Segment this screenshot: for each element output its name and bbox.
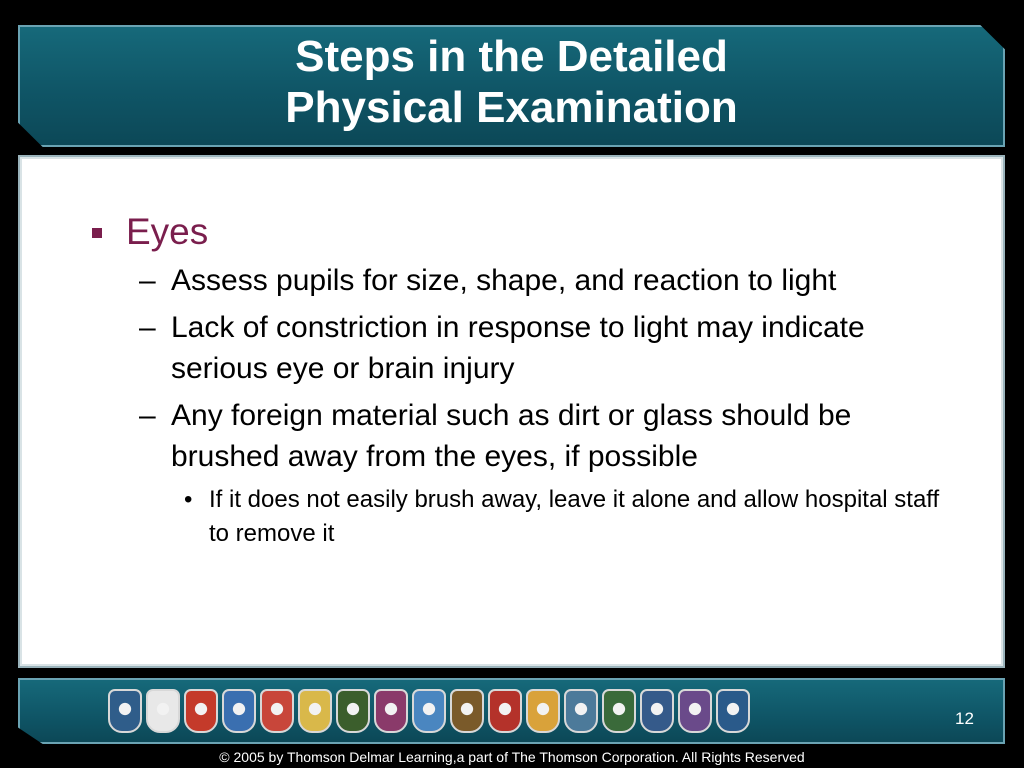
patch-logo-icon	[108, 689, 142, 733]
patch-logo-icon	[716, 689, 750, 733]
sub-sub-point	[84, 483, 964, 551]
dash-icon: –	[139, 399, 156, 432]
sub-point-3	[84, 395, 964, 477]
copyright-notice: © 2005 by Thomson Delmar Learning,a part of The Thomson Corporation. All Rights Reserved	[219, 749, 805, 765]
patch-logo-icon	[412, 689, 446, 733]
title-line-2: Physical Examination	[285, 83, 738, 132]
slide-title	[18, 31, 1005, 133]
patch-logo-icon	[374, 689, 408, 733]
patch-logo-icon	[678, 689, 712, 733]
patch-logo-icon	[640, 689, 674, 733]
sub-point-2-text: Lack of constriction in response to light may indicate serious eye or brain injury	[171, 311, 865, 385]
patch-logo-icon	[184, 689, 218, 733]
sub-sub-point-text: If it does not easily brush away, leave it alone and allow hospital staff to remove it	[209, 486, 940, 547]
sub-point-1-text: Assess pupils for size, shape, and reaction to light	[171, 264, 837, 297]
page-number: 12	[955, 709, 974, 728]
patch-logo-icon	[222, 689, 256, 733]
bullet-eyes	[84, 210, 964, 254]
patch-logo-icon	[602, 689, 636, 733]
sub-point-2	[84, 307, 964, 389]
dash-icon: –	[139, 311, 156, 344]
sub-point-1	[84, 260, 964, 301]
patch-logo-icon	[260, 689, 294, 733]
title-line-1: Steps in the Detailed	[295, 32, 728, 81]
patch-logo-icon	[336, 689, 370, 733]
emergency-patch-logos	[108, 687, 750, 735]
patch-logo-icon	[564, 689, 598, 733]
patch-logo-icon	[298, 689, 332, 733]
heading-text: Eyes	[126, 211, 209, 252]
sub-point-3-text: Any foreign material such as dirt or glass should be brushed away from the eyes, if possible	[171, 399, 852, 473]
slide-content	[84, 210, 964, 551]
patch-logo-icon	[146, 689, 180, 733]
dash-icon: –	[139, 264, 156, 297]
patch-logo-icon	[488, 689, 522, 733]
patch-logo-icon	[526, 689, 560, 733]
dot-bullet-icon: •	[184, 486, 193, 513]
patch-logo-icon	[450, 689, 484, 733]
square-bullet-icon	[92, 228, 102, 238]
